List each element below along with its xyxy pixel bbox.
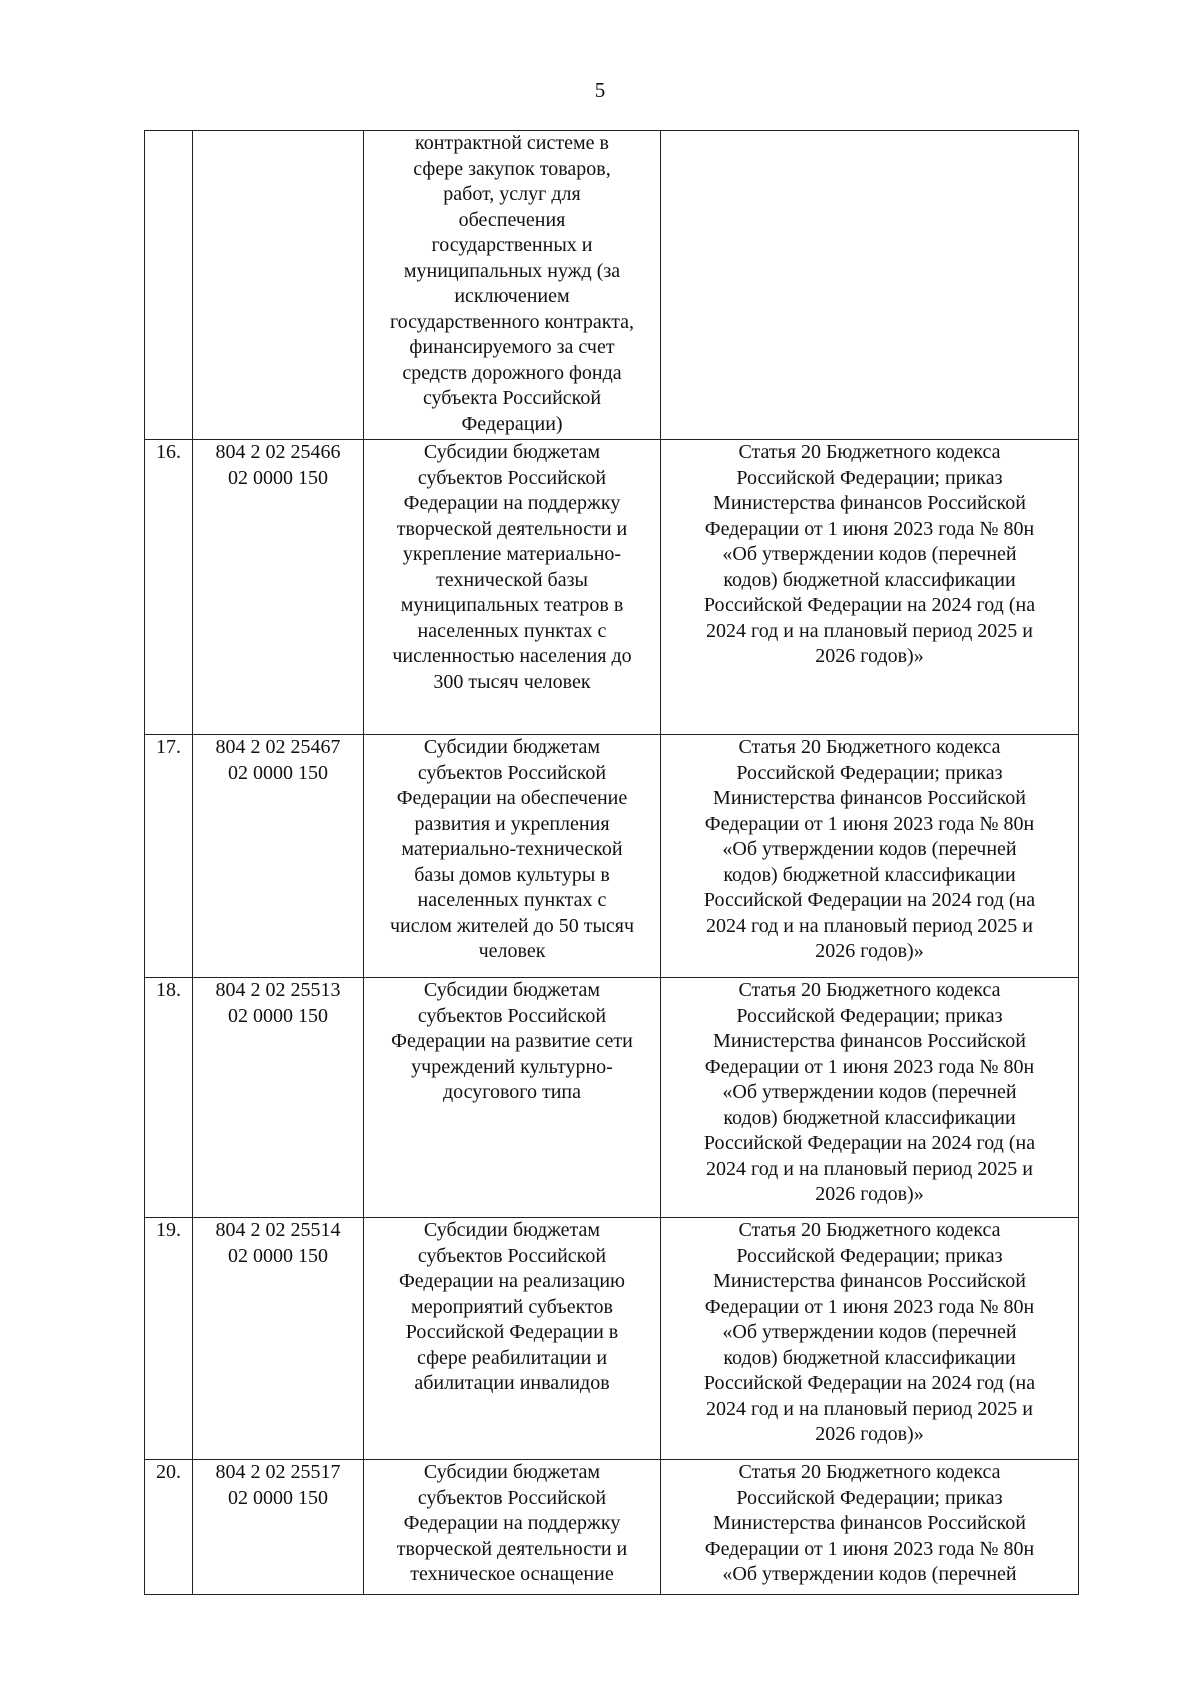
- name-cell: [364, 131, 661, 440]
- basis-cell: [661, 440, 1079, 735]
- name-cell: [364, 735, 661, 978]
- row-number-cell: [145, 1218, 193, 1460]
- revenue-name: контрактной системе в сфере закупок товаров, работ, услуг для обеспечения государственных и муниципальных нужд (за исключением государственного контракта, финансируемого за счет средств дорожного фонда субъекта Российской Федерации): [389, 132, 635, 435]
- basis-cell: [661, 978, 1079, 1218]
- table-row: [145, 1460, 1079, 1595]
- budget-code: 804 2 02 25517 02 0000 150: [215, 1461, 341, 1509]
- legal-basis: Статья 20 Бюджетного кодекса Российской Федерации; приказ Министерства финансов Российской Федерации от 1 июня 2023 года № 80н «Об утверждении кодов (перечней кодов) бюджетной классификации Российской Федерации на 2024 год (на 2024 год и на плановый период 2025 и 2026 годов)»: [703, 736, 1036, 962]
- revenue-name: Субсидии бюджетам субъектов Российской Федерации на поддержку творческой деятельности и техническое оснащение: [396, 1461, 628, 1585]
- revenue-name: Субсидии бюджетам субъектов Российской Федерации на реализацию мероприятий субъектов Российской Федерации в сфере реабилитации и абилитации инвалидов: [398, 1219, 625, 1394]
- page-number: 5: [594, 78, 606, 102]
- name-cell: [364, 1218, 661, 1460]
- row-number-cell: [145, 440, 193, 735]
- budget-code: 804 2 02 25514 02 0000 150: [215, 1219, 341, 1267]
- row-number: 18.: [156, 979, 181, 1001]
- row-number: 20.: [156, 1461, 181, 1483]
- row-number: 19.: [156, 1219, 181, 1241]
- basis-cell: [661, 1460, 1079, 1595]
- row-number: 16.: [156, 441, 181, 463]
- basis-cell: [661, 131, 1079, 440]
- row-number: 17.: [156, 736, 181, 758]
- budget-code: 804 2 02 25513 02 0000 150: [215, 979, 341, 1027]
- row-number-cell: [145, 1460, 193, 1595]
- name-cell: [364, 978, 661, 1218]
- table-row: [145, 131, 1079, 440]
- revenue-name: Субсидии бюджетам субъектов Российской Федерации на развитие сети учреждений культурно- досугового типа: [391, 979, 633, 1103]
- row-number-cell: [145, 978, 193, 1218]
- row-number-cell: [145, 735, 193, 978]
- table-row: [145, 440, 1079, 735]
- basis-cell: [661, 1218, 1079, 1460]
- table-row: [145, 735, 1079, 978]
- budget-code: 804 2 02 25467 02 0000 150: [215, 736, 341, 784]
- revenue-name: Субсидии бюджетам субъектов Российской Федерации на поддержку творческой деятельности и укрепление материально- технической базы муниципальных театров в населенных пунктах с численностью населения до 300 тысяч человек: [392, 441, 632, 693]
- code-cell: [193, 735, 364, 978]
- table-row: [145, 978, 1079, 1218]
- code-cell: [193, 1460, 364, 1595]
- code-cell: [193, 978, 364, 1218]
- code-cell: [193, 1218, 364, 1460]
- revenue-name: Субсидии бюджетам субъектов Российской Федерации на обеспечение развития и укрепления материально-технической базы домов культуры в населенных пунктах с числом жителей до 50 тысяч человек: [389, 736, 635, 962]
- name-cell: [364, 1460, 661, 1595]
- legal-basis: Статья 20 Бюджетного кодекса Российской Федерации; приказ Министерства финансов Российской Федерации от 1 июня 2023 года № 80н «Об утверждении кодов (перечней кодов) бюджетной классификации Российской Федерации на 2024 год (на 2024 год и на плановый период 2025 и 2026 годов)»: [703, 1219, 1036, 1445]
- table-row: [145, 1218, 1079, 1460]
- basis-cell: [661, 735, 1079, 978]
- budget-code: 804 2 02 25466 02 0000 150: [215, 441, 341, 489]
- row-number-cell: [145, 131, 193, 440]
- legal-basis: Статья 20 Бюджетного кодекса Российской Федерации; приказ Министерства финансов Российской Федерации от 1 июня 2023 года № 80н «Об утверждении кодов (перечней кодов) бюджетной классификации Российской Федерации на 2024 год (на 2024 год и на плановый период 2025 и 2026 годов)»: [703, 441, 1036, 667]
- code-cell: [193, 131, 364, 440]
- budget-codes-table: [144, 130, 1079, 1595]
- code-cell: [193, 440, 364, 735]
- legal-basis: Статья 20 Бюджетного кодекса Российской Федерации; приказ Министерства финансов Российской Федерации от 1 июня 2023 года № 80н «Об утверждении кодов (перечней: [704, 1461, 1035, 1585]
- legal-basis: Статья 20 Бюджетного кодекса Российской Федерации; приказ Министерства финансов Российской Федерации от 1 июня 2023 года № 80н «Об утверждении кодов (перечней кодов) бюджетной классификации Российской Федерации на 2024 год (на 2024 год и на плановый период 2025 и 2026 годов)»: [703, 979, 1036, 1205]
- name-cell: [364, 440, 661, 735]
